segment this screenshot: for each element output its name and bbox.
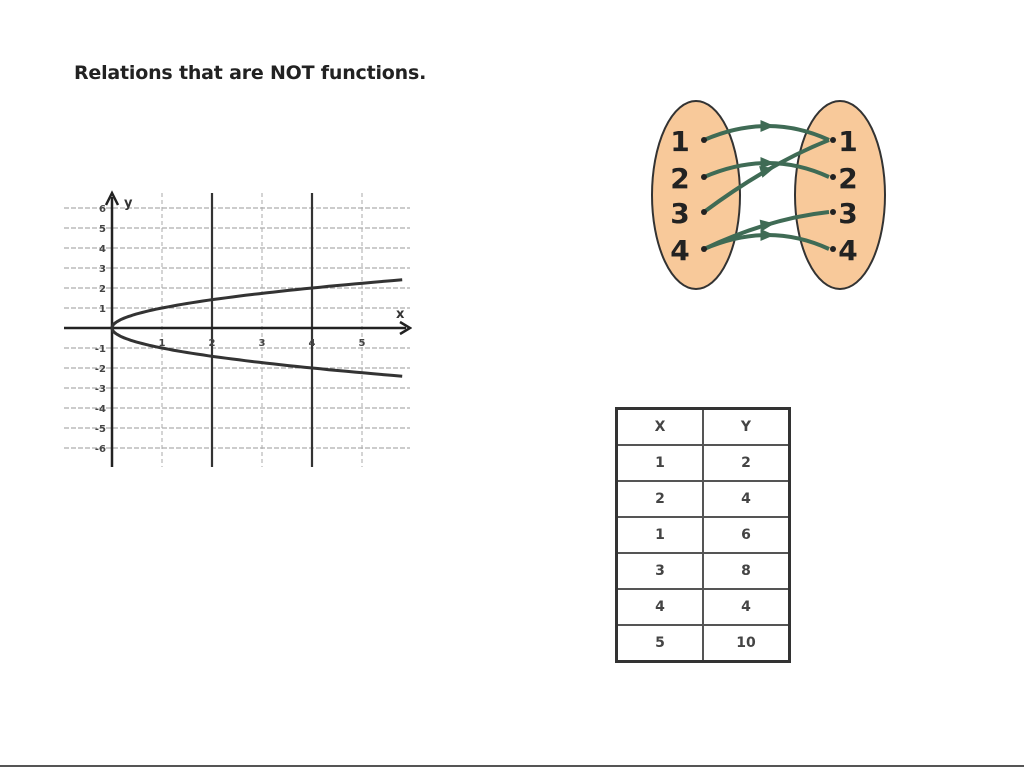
y-tick-label: -5: [94, 424, 106, 435]
x-tick-label: 3: [258, 338, 266, 349]
bottom-divider: [0, 765, 1024, 767]
range-dot: [830, 209, 836, 215]
table-cell: 1: [617, 445, 704, 481]
domain-dot: [701, 246, 707, 252]
y-tick-label: 3: [99, 264, 106, 275]
table-row: [617, 517, 790, 553]
x-tick-label: 1: [158, 338, 166, 349]
range-dot: [830, 246, 836, 252]
table-cell: 6: [703, 517, 790, 553]
table-cell: 1: [617, 517, 704, 553]
table-cell: 10: [703, 625, 790, 662]
table-row: [617, 445, 790, 481]
table-cell: 2: [617, 481, 704, 517]
domain-label: 4: [670, 234, 690, 267]
arrowhead-icon: [761, 120, 775, 132]
range-dot: [830, 174, 836, 180]
y-tick-label: -3: [94, 384, 106, 395]
domain-dot: [701, 209, 707, 215]
range-label: 2: [838, 162, 858, 195]
graph-axes: [64, 193, 410, 467]
coordinate-graph: [60, 185, 412, 475]
range-dot: [830, 137, 836, 143]
arrowhead-icon: [761, 229, 775, 241]
y-tick-label: 5: [99, 224, 106, 235]
y-axis-label: y: [124, 196, 133, 211]
table-cell: 8: [703, 553, 790, 589]
x-axis-label: x: [396, 307, 405, 322]
domain-dot: [701, 174, 707, 180]
y-tick-label: -2: [94, 364, 106, 375]
range-label: 1: [838, 125, 858, 158]
table-row: [617, 553, 790, 589]
xy-table: [615, 407, 791, 663]
domain-label: 1: [670, 125, 690, 158]
y-tick-label: -4: [94, 404, 106, 415]
table-row: [617, 625, 790, 662]
table-row: [617, 589, 790, 625]
x-tick-label: 5: [358, 338, 366, 349]
table-row: [617, 481, 790, 517]
page-title: Relations that are NOT functions.: [74, 62, 427, 84]
domain-label: 3: [670, 197, 690, 230]
mapping-diagram: [650, 95, 895, 300]
table-cell: 3: [617, 553, 704, 589]
domain-label: 2: [670, 162, 690, 195]
y-tick-label: 2: [99, 284, 106, 295]
table-header-x: X: [617, 409, 704, 446]
table-cell: 4: [703, 589, 790, 625]
y-tick-label: -6: [94, 444, 106, 455]
table-header-y: Y: [703, 409, 790, 446]
x-tick-label: 4: [308, 338, 316, 349]
table-cell: 5: [617, 625, 704, 662]
table-cell: 2: [703, 445, 790, 481]
graph-tick-labels: [95, 204, 366, 455]
domain-dot: [701, 137, 707, 143]
table-header-row: [617, 409, 790, 446]
range-label: 3: [838, 197, 858, 230]
y-tick-label: 6: [99, 204, 106, 215]
graph-grid: [64, 193, 410, 467]
x-tick-label: 2: [208, 338, 216, 349]
table-cell: 4: [617, 589, 704, 625]
y-tick-label: -1: [94, 344, 106, 355]
y-tick-label: 4: [99, 244, 106, 255]
table-cell: 4: [703, 481, 790, 517]
y-tick-label: 1: [99, 304, 106, 315]
range-label: 4: [838, 234, 858, 267]
